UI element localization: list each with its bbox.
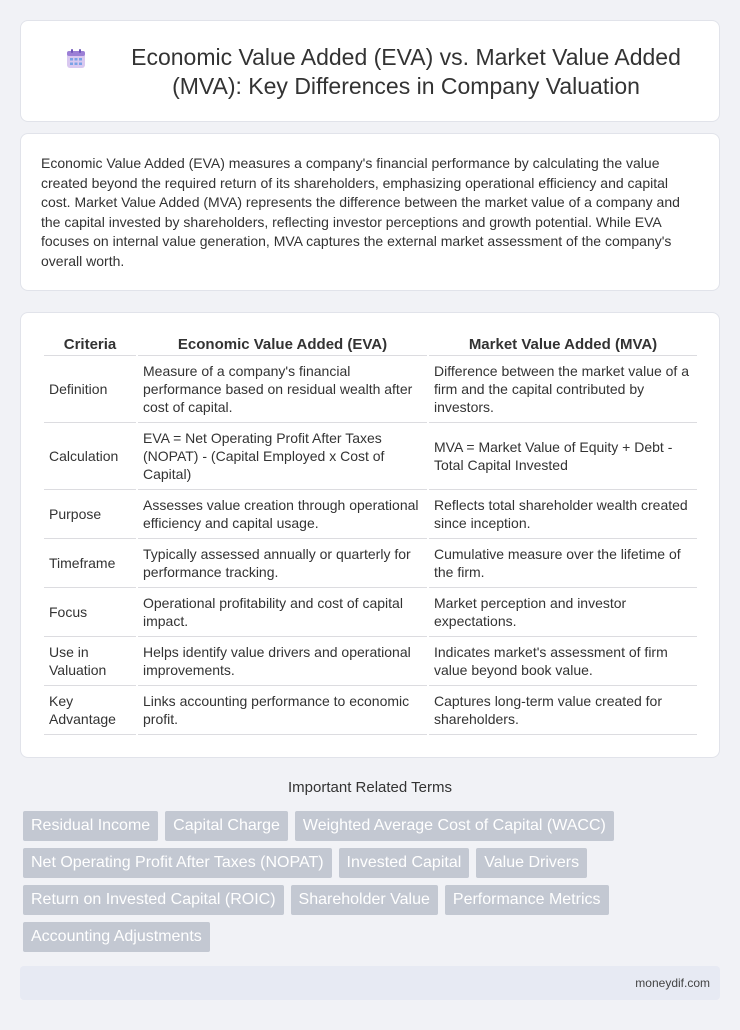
- table-row: [44, 637, 697, 686]
- eva-cell: Links accounting performance to economic profit.: [138, 686, 427, 735]
- intro-card: [20, 133, 720, 291]
- related-term-tag[interactable]: Net Operating Profit After Taxes (NOPAT): [23, 848, 332, 878]
- title-card: [20, 20, 720, 122]
- mva-cell: Cumulative measure over the lifetime of the firm.: [429, 539, 697, 588]
- mva-cell: Market perception and investor expectations.: [429, 588, 697, 637]
- table-row: [44, 588, 697, 637]
- table-row: [44, 686, 697, 735]
- criteria-cell: Purpose: [44, 490, 136, 539]
- footer-site-link[interactable]: moneydif.com: [635, 976, 710, 990]
- eva-cell: Operational profitability and cost of capital impact.: [138, 588, 427, 637]
- criteria-cell: Focus: [44, 588, 136, 637]
- header-mva: Market Value Added (MVA): [429, 333, 697, 356]
- related-term-tag[interactable]: Capital Charge: [165, 811, 288, 841]
- header-eva: Economic Value Added (EVA): [138, 333, 427, 356]
- eva-cell: Helps identify value drivers and operational improvements.: [138, 637, 427, 686]
- eva-cell: EVA = Net Operating Profit After Taxes (NOPAT) - (Capital Employed x Cost of Capital): [138, 423, 427, 490]
- criteria-cell: Timeframe: [44, 539, 136, 588]
- related-term-tag[interactable]: Residual Income: [23, 811, 158, 841]
- related-term-tag[interactable]: Value Drivers: [476, 848, 587, 878]
- eva-cell: Typically assessed annually or quarterly for performance tracking.: [138, 539, 427, 588]
- related-terms-list: [23, 811, 713, 952]
- table-header-row: [44, 333, 697, 356]
- table-row: [44, 539, 697, 588]
- comparison-table: [42, 333, 699, 735]
- mva-cell: Indicates market's assessment of firm value beyond book value.: [429, 637, 697, 686]
- criteria-cell: Use in Valuation: [44, 637, 136, 686]
- related-term-tag[interactable]: Invested Capital: [339, 848, 470, 878]
- related-term-tag[interactable]: Return on Invested Capital (ROIC): [23, 885, 284, 915]
- criteria-cell: Key Advantage: [44, 686, 136, 735]
- mva-cell: Difference between the market value of a firm and the capital contributed by investors.: [429, 356, 697, 423]
- eva-cell: Measure of a company's financial performance based on residual wealth after cost of capital.: [138, 356, 427, 423]
- mva-cell: MVA = Market Value of Equity + Debt - Total Capital Invested: [429, 423, 697, 490]
- footer: [20, 966, 720, 1000]
- table-row: [44, 490, 697, 539]
- related-term-tag[interactable]: Accounting Adjustments: [23, 922, 210, 952]
- mva-cell: Captures long-term value created for shareholders.: [429, 686, 697, 735]
- related-term-tag[interactable]: Weighted Average Cost of Capital (WACC): [295, 811, 614, 841]
- comparison-card: [20, 312, 720, 758]
- mva-cell: Reflects total shareholder wealth created since inception.: [429, 490, 697, 539]
- eva-cell: Assesses value creation through operational efficiency and capital usage.: [138, 490, 427, 539]
- page-title: Economic Value Added (EVA) vs. Market Value Added (MVA): Key Differences in Company Valuation: [131, 44, 681, 99]
- table-row: [44, 423, 697, 490]
- criteria-cell: Definition: [44, 356, 136, 423]
- related-term-tag[interactable]: Shareholder Value: [291, 885, 438, 915]
- calendar-icon: [65, 48, 87, 70]
- intro-paragraph: Economic Value Added (EVA) measures a company's financial performance by calculating the value created beyond the required return of its shareholders, emphasizing operational efficiency and capital cost. Market Value Added (MVA) represents the difference between the market value of a company and the capital invested by shareholders, reflecting investor perceptions and growth potential. While EVA focuses on internal value generation, MVA captures the external market assessment of the company's overall worth.: [41, 155, 680, 269]
- header-criteria: Criteria: [44, 333, 136, 356]
- criteria-cell: Calculation: [44, 423, 136, 490]
- related-terms-heading: Important Related Terms: [288, 779, 452, 796]
- table-row: [44, 356, 697, 423]
- related-term-tag[interactable]: Performance Metrics: [445, 885, 609, 915]
